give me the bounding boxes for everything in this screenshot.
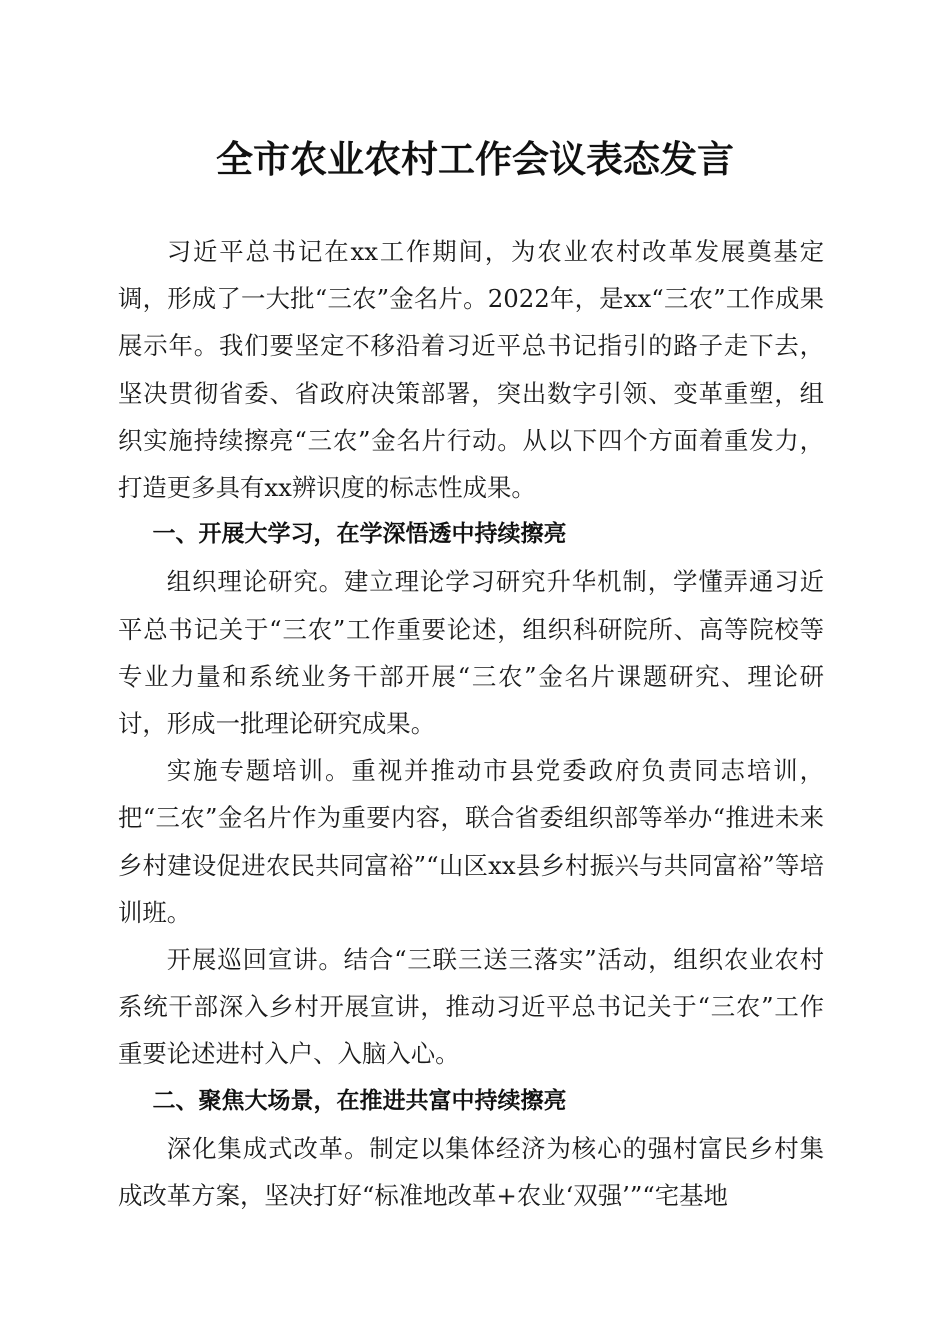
section-heading: 一、开展大学习，在学深悟透中持续擦亮 <box>152 521 567 548</box>
intro-paragraph: 习近平总书记在xx工作期间，为农业农村改革发展奠基定调，形成了一大批“三农”金名片。2022年，是xx“三农”工作成果展示年。我们要坚定不移沿着习近平总书记指引的路子走下去，坚决贯彻省委、省政府决策部署，突出数字引领、变革重塑，组织实施持续擦亮“三农”金名片行动。从以下四个方面着重发力，打造更多具有xx辨识度的标志性成果。 <box>118 237 824 503</box>
paragraph: 组织理论研究。建立理论学习研究升华机制，学懂弄通习近平总书记关于“三农”工作重要论述，组织科研院所、高等院校等专业力量和系统业务干部开展“三农”金名片课题研究、理论研讨，形成一批理论研究成果。 <box>118 567 824 739</box>
document-title: 全市农业农村工作会议表态发言 <box>216 137 734 181</box>
paragraph: 实施专题培训。重视并推动市县党委政府负责同志培训，把“三农”金名片作为重要内容，联合省委组织部等举办“推进未来乡村建设促进农民共同富裕”“山区xx县乡村振兴与共同富裕”等培训班。 <box>118 756 824 927</box>
section-heading: 二、聚焦大场景，在推进共富中持续擦亮 <box>152 1087 567 1114</box>
paragraph: 开展巡回宣讲。结合“三联三送三落实”活动，组织农业农村系统干部深入乡村开展宣讲，推动习近平总书记关于“三农”工作重要论述进村入户、入脑入心。 <box>118 945 824 1069</box>
document-body <box>118 228 824 1219</box>
paragraph: 深化集成式改革。制定以集体经济为核心的强村富民乡村集成改革方案，坚决打好“标准地改革+农业‘双强’”“宅基地 <box>118 1133 824 1211</box>
